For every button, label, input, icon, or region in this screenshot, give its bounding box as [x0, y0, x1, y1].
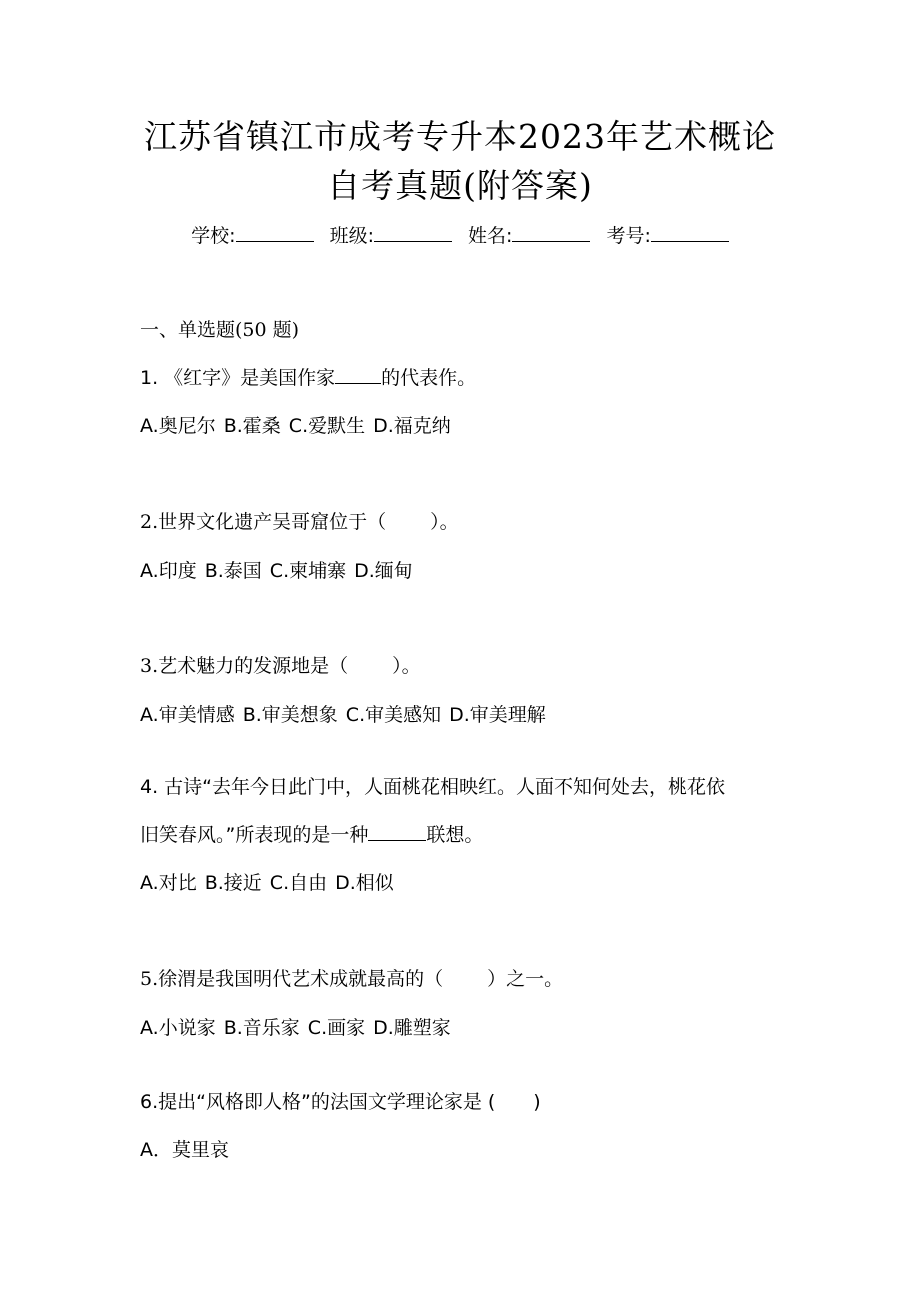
question-2-option-c: C.柬埔寨 [269, 560, 347, 582]
question-1-stem [140, 364, 476, 392]
question-4-blank [368, 822, 426, 841]
question-5-options [140, 1014, 459, 1042]
question-2-text: 2.世界文化遗产吴哥窟位于（ [140, 511, 387, 533]
school-blank [236, 223, 314, 242]
question-1-option-b: B.霍桑 [223, 415, 281, 437]
question-1-suffix: 的代表作。 [381, 367, 477, 389]
question-4-option-a: A.对比 [140, 872, 197, 894]
question-5-option-a: A.小说家 [140, 1017, 216, 1039]
name-label: 姓名: [468, 225, 513, 247]
question-2-option-a: A.印度 [140, 560, 197, 582]
question-6-stem [140, 1088, 541, 1116]
name-blank [512, 223, 590, 242]
question-6-text: 6.提出“风格即人格”的法国文学理论家是 ( [140, 1091, 496, 1113]
question-4-options [140, 869, 402, 897]
question-4-option-d: D.相似 [335, 872, 394, 894]
question-2-stem [140, 508, 459, 536]
school-label: 学校: [191, 225, 236, 247]
question-4-option-c: C.自由 [269, 872, 328, 894]
question-5-stem [140, 965, 563, 993]
document-title-line-1: 江苏省镇江市成考专升本2023年艺术概论 [144, 117, 776, 156]
question-3-option-d: D.审美理解 [449, 704, 546, 726]
number-field [606, 225, 728, 247]
document-title-line-2: 自考真题(附答案) [327, 166, 593, 205]
question-1-option-d: D.福克纳 [373, 415, 451, 437]
question-4-stem-line-1: 4. 古诗“去年今日此门中，人面桃花相映红。人面不知何处去，桃花依 [140, 776, 726, 798]
number-blank [651, 223, 729, 242]
question-3-option-c: C.审美感知 [345, 704, 442, 726]
question-1-option-a: A.奥尼尔 [140, 415, 216, 437]
question-4-suffix: 联想。 [426, 824, 484, 846]
question-2-options [140, 557, 421, 585]
question-1-text: 1. 《红字》是美国作家 [140, 367, 336, 389]
question-5-text: 5.徐渭是我国明代艺术成就最高的（ [140, 968, 444, 990]
question-6-suffix: ) [533, 1091, 541, 1113]
name-field [468, 225, 590, 247]
question-4-text: 旧笑春风。”所表现的是一种 [140, 824, 369, 846]
question-6-option-a: A．莫里哀 [140, 1139, 229, 1161]
question-1-option-c: C.爱默生 [288, 415, 366, 437]
section-heading: 一、单选题(50 题) [140, 319, 300, 341]
question-5-option-c: C.画家 [307, 1017, 366, 1039]
question-1-blank [335, 365, 381, 384]
question-6-options [140, 1136, 237, 1164]
question-3-stem [140, 652, 421, 680]
class-blank [374, 223, 452, 242]
question-2-suffix: ）。 [430, 511, 459, 533]
question-3-option-b: B.审美想象 [242, 704, 338, 726]
student-info-row [0, 222, 920, 250]
question-3-option-a: A.审美情感 [140, 704, 235, 726]
class-field [330, 225, 452, 247]
question-5-option-b: B.音乐家 [223, 1017, 300, 1039]
question-5-option-d: D.雕塑家 [373, 1017, 451, 1039]
question-3-options [140, 701, 554, 729]
question-3-text: 3.艺术魅力的发源地是（ [140, 655, 349, 677]
question-1-options [140, 412, 459, 440]
question-2-option-d: D.缅甸 [354, 560, 413, 582]
question-5-suffix: ）之一。 [487, 968, 564, 990]
class-label: 班级: [329, 225, 374, 247]
question-3-suffix: ）。 [392, 655, 421, 677]
question-4-stem-line-2 [140, 821, 483, 849]
number-label: 考号: [606, 225, 651, 247]
question-4-option-b: B.接近 [204, 872, 262, 894]
question-2-option-b: B.泰国 [204, 560, 262, 582]
school-field [191, 225, 313, 247]
